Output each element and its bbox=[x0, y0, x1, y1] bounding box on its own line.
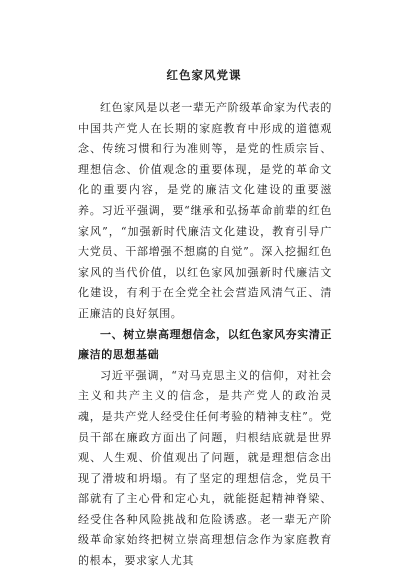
section-1-paragraph: 习近平强调，“对马克思主义的信仰，对社会主义和共产主义的信念，是共产党人的政治灵魂，是共产党人经受住任何考验的精神支柱”。党员干部在廉政方面出了问题，归根结底就是世界观、人生观、价值观出了问题，就是理想信念出现了滑坡和坍塌。有了坚定的理想信念，党员干部就有了主心骨和定心丸，就能挺起精神脊梁、经受住各种风险挑战和危险诱惑。老一辈无产阶级革命家始终把树立崇高理想信念作为家庭教育的根本，要求家人尤其 bbox=[78, 368, 332, 568]
document-title: 红色家风党课 bbox=[166, 68, 242, 82]
document-body bbox=[78, 98, 332, 572]
intro-paragraph: 红色家风是以老一辈无产阶级革命家为代表的中国共产党人在长期的家庭教育中形成的道德观念、传统习惯和行为准则等，是党的性质宗旨、理想信念、价值观念的重要体现，是党的革命文化的重要内容，是党的廉洁文化建设的重要滋养。习近平强调，要“继承和弘扬革命前辈的红色家风”，“加强新时代廉洁文化建设，教育引导广大党员、干部增强不想腐的自觉”。深入挖掘红色家风的当代价值，以红色家风加强新时代廉洁文化建设，有利于在全党全社会营造风清气正、清正廉洁的良好氛围。 bbox=[78, 101, 332, 320]
section-heading-1: 一、树立崇高理想信念，以红色家风夯实清正廉洁的思想基础 bbox=[78, 327, 332, 362]
